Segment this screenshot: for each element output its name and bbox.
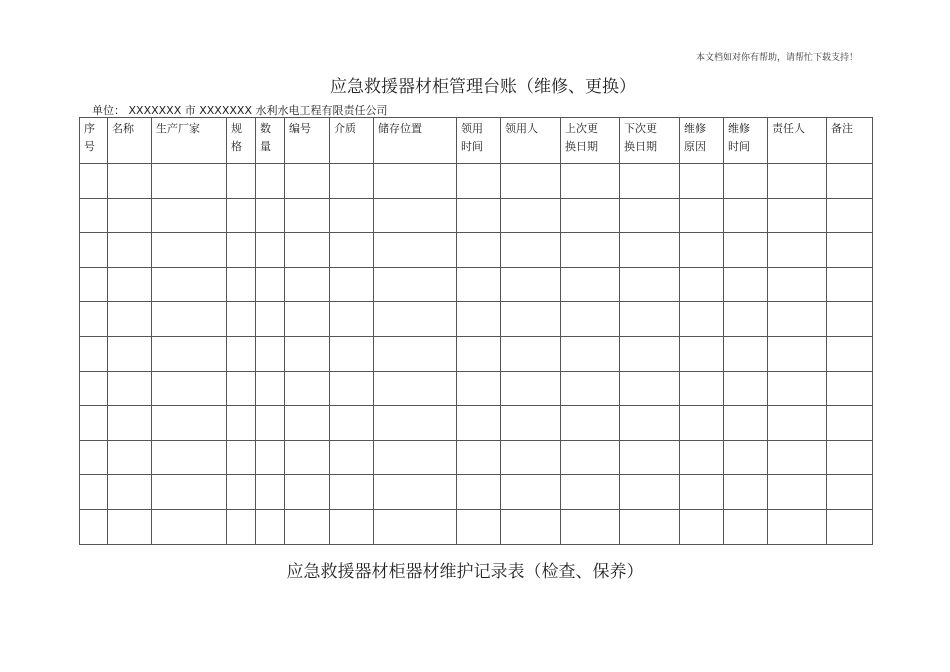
table-cell[interactable] <box>561 406 620 441</box>
table-cell[interactable] <box>80 406 108 441</box>
table-cell[interactable] <box>285 475 330 510</box>
column-header-label: 编号 <box>289 122 311 135</box>
column-header-label: 维修 原因 <box>684 122 706 153</box>
table-cell[interactable] <box>561 267 620 302</box>
table-cell[interactable] <box>768 233 827 268</box>
table-cell[interactable] <box>108 406 152 441</box>
table-cell[interactable] <box>330 164 374 199</box>
table-cell[interactable] <box>285 371 330 406</box>
header-note: 本文档如对你有帮助，请帮忙下载支持！ <box>695 53 858 63</box>
table-cell[interactable] <box>374 509 457 544</box>
column-header <box>330 118 374 164</box>
table-cell[interactable] <box>501 440 561 475</box>
table-cell[interactable] <box>108 233 152 268</box>
table-row <box>80 371 873 406</box>
table-cell[interactable] <box>108 371 152 406</box>
table-row <box>80 164 873 199</box>
table-cell[interactable] <box>768 336 827 371</box>
table-cell[interactable] <box>227 371 256 406</box>
table-cell[interactable] <box>620 164 680 199</box>
column-header <box>561 118 620 164</box>
table-cell[interactable] <box>227 233 256 268</box>
table-cell[interactable] <box>501 509 561 544</box>
table-cell[interactable] <box>285 164 330 199</box>
table-cell[interactable] <box>227 440 256 475</box>
table-cell[interactable] <box>108 164 152 199</box>
table-cell[interactable] <box>330 233 374 268</box>
table-cell[interactable] <box>80 267 108 302</box>
table-cell[interactable] <box>108 302 152 337</box>
table-cell[interactable] <box>620 302 680 337</box>
table-cell[interactable] <box>680 302 724 337</box>
table-cell[interactable] <box>620 440 680 475</box>
table-cell[interactable] <box>256 198 285 233</box>
table-cell[interactable] <box>374 336 457 371</box>
table-cell[interactable] <box>152 336 227 371</box>
table-cell[interactable] <box>680 233 724 268</box>
table-cell[interactable] <box>501 164 561 199</box>
column-header-label: 领用 时间 <box>461 122 483 153</box>
table-cell[interactable] <box>620 406 680 441</box>
table-cell[interactable] <box>330 267 374 302</box>
column-header-label: 名称 <box>112 122 134 135</box>
table-cell[interactable] <box>108 440 152 475</box>
table-cell[interactable] <box>561 440 620 475</box>
column-header <box>108 118 152 164</box>
column-header-label: 下次更 换日期 <box>624 122 657 153</box>
table-cell[interactable] <box>827 164 873 199</box>
table-row <box>80 336 873 371</box>
column-header <box>501 118 561 164</box>
table-cell[interactable] <box>374 198 457 233</box>
table-cell[interactable] <box>256 475 285 510</box>
table-cell[interactable] <box>108 336 152 371</box>
column-header-label: 生产厂家 <box>156 122 200 135</box>
column-header-label: 责任人 <box>772 122 805 135</box>
table-cell[interactable] <box>680 267 724 302</box>
unit-line: 单位： XXXXXXX 市 XXXXXXX 水利水电工程有限责任公司 <box>92 104 388 117</box>
table-cell[interactable] <box>457 336 501 371</box>
table-cell[interactable] <box>152 267 227 302</box>
column-header-label: 上次更 换日期 <box>565 122 598 153</box>
table-cell[interactable] <box>152 233 227 268</box>
table-cell[interactable] <box>374 302 457 337</box>
table-cell[interactable] <box>620 336 680 371</box>
table-cell[interactable] <box>80 371 108 406</box>
column-header-label: 序 号 <box>84 122 95 153</box>
table-cell[interactable] <box>108 198 152 233</box>
table-cell[interactable] <box>80 164 108 199</box>
column-header <box>457 118 501 164</box>
table-cell[interactable] <box>152 440 227 475</box>
table-cell[interactable] <box>501 336 561 371</box>
table-row <box>80 267 873 302</box>
table-cell[interactable] <box>330 406 374 441</box>
table-cell[interactable] <box>285 233 330 268</box>
table-cell[interactable] <box>256 267 285 302</box>
table-cell[interactable] <box>227 475 256 510</box>
table-cell[interactable] <box>457 164 501 199</box>
table-cell[interactable] <box>256 440 285 475</box>
table-cell[interactable] <box>108 267 152 302</box>
table-cell[interactable] <box>768 509 827 544</box>
table-cell[interactable] <box>330 302 374 337</box>
table-cell[interactable] <box>330 371 374 406</box>
table-cell[interactable] <box>724 336 768 371</box>
table-cell[interactable] <box>256 406 285 441</box>
table-cell[interactable] <box>680 336 724 371</box>
table-cell[interactable] <box>680 475 724 510</box>
column-header-label: 储存位置 <box>378 122 422 135</box>
table-cell[interactable] <box>152 509 227 544</box>
table-cell[interactable] <box>227 509 256 544</box>
table-cell[interactable] <box>680 371 724 406</box>
table-cell[interactable] <box>227 164 256 199</box>
table-cell[interactable] <box>285 509 330 544</box>
table-cell[interactable] <box>561 198 620 233</box>
table-cell[interactable] <box>256 302 285 337</box>
table-cell[interactable] <box>680 440 724 475</box>
table-cell[interactable] <box>501 371 561 406</box>
table-cell[interactable] <box>457 475 501 510</box>
table-cell[interactable] <box>457 509 501 544</box>
table-cell[interactable] <box>330 198 374 233</box>
table-cell[interactable] <box>152 475 227 510</box>
table-cell[interactable] <box>724 371 768 406</box>
table-cell[interactable] <box>80 440 108 475</box>
table-cell[interactable] <box>457 267 501 302</box>
table-cell[interactable] <box>152 371 227 406</box>
column-header <box>827 118 873 164</box>
column-header-label: 规 格 <box>231 122 242 153</box>
table-cell[interactable] <box>374 233 457 268</box>
table-cell[interactable] <box>457 198 501 233</box>
table-cell[interactable] <box>768 406 827 441</box>
table-cell[interactable] <box>768 267 827 302</box>
table-cell[interactable] <box>374 267 457 302</box>
table-cell[interactable] <box>827 475 873 510</box>
table-row <box>80 302 873 337</box>
table-cell[interactable] <box>724 233 768 268</box>
table-cell[interactable] <box>561 371 620 406</box>
column-header <box>724 118 768 164</box>
table-cell[interactable] <box>827 198 873 233</box>
table-cell[interactable] <box>680 198 724 233</box>
table-cell[interactable] <box>227 302 256 337</box>
table-row <box>80 198 873 233</box>
table-cell[interactable] <box>620 475 680 510</box>
table-cell[interactable] <box>680 406 724 441</box>
table-cell[interactable] <box>152 406 227 441</box>
table-cell[interactable] <box>561 509 620 544</box>
table-cell[interactable] <box>457 302 501 337</box>
table-row <box>80 406 873 441</box>
table-cell[interactable] <box>330 509 374 544</box>
table-cell[interactable] <box>768 198 827 233</box>
table-cell[interactable] <box>501 233 561 268</box>
table-cell[interactable] <box>501 302 561 337</box>
column-header-label: 备注 <box>831 122 853 135</box>
table-cell[interactable] <box>680 164 724 199</box>
table-cell[interactable] <box>724 267 768 302</box>
column-header <box>80 118 108 164</box>
table-cell[interactable] <box>457 371 501 406</box>
table-cell[interactable] <box>827 440 873 475</box>
second-table-title: 应急救援器材柜器材维护记录表（检查、保养） <box>286 562 644 582</box>
table-cell[interactable] <box>374 475 457 510</box>
table-cell[interactable] <box>561 233 620 268</box>
column-header <box>256 118 285 164</box>
table-cell[interactable] <box>285 406 330 441</box>
table-cell[interactable] <box>152 164 227 199</box>
page-title: 应急救援器材柜管理台账（维修、更换） <box>330 77 636 97</box>
table-cell[interactable] <box>227 267 256 302</box>
column-header-label: 维修 时间 <box>728 122 750 153</box>
table-cell[interactable] <box>724 302 768 337</box>
table-cell[interactable] <box>827 336 873 371</box>
column-header-label: 数 量 <box>260 122 271 153</box>
table-cell[interactable] <box>256 233 285 268</box>
table-cell[interactable] <box>561 475 620 510</box>
table-cell[interactable] <box>724 475 768 510</box>
table-cell[interactable] <box>457 406 501 441</box>
table-cell[interactable] <box>724 164 768 199</box>
table-cell[interactable] <box>227 336 256 371</box>
column-header-label: 领用人 <box>505 122 538 135</box>
table-cell[interactable] <box>827 233 873 268</box>
table-cell[interactable] <box>152 198 227 233</box>
table-cell[interactable] <box>680 509 724 544</box>
table-cell[interactable] <box>285 198 330 233</box>
table-cell[interactable] <box>80 509 108 544</box>
table-cell[interactable] <box>256 164 285 199</box>
table-cell[interactable] <box>724 509 768 544</box>
table-cell[interactable] <box>374 406 457 441</box>
table-cell[interactable] <box>501 406 561 441</box>
table-cell[interactable] <box>285 267 330 302</box>
table-cell[interactable] <box>827 371 873 406</box>
table-cell[interactable] <box>285 336 330 371</box>
table-cell[interactable] <box>80 233 108 268</box>
table-cell[interactable] <box>620 267 680 302</box>
table-cell[interactable] <box>561 336 620 371</box>
table-cell[interactable] <box>457 440 501 475</box>
table-cell[interactable] <box>285 440 330 475</box>
ledger-table-body <box>80 164 873 545</box>
table-cell[interactable] <box>768 302 827 337</box>
table-cell[interactable] <box>724 406 768 441</box>
table-cell[interactable] <box>620 198 680 233</box>
table-cell[interactable] <box>80 198 108 233</box>
table-cell[interactable] <box>827 267 873 302</box>
table-cell[interactable] <box>620 371 680 406</box>
table-cell[interactable] <box>256 509 285 544</box>
table-row <box>80 233 873 268</box>
table-cell[interactable] <box>457 233 501 268</box>
table-cell[interactable] <box>561 302 620 337</box>
table-cell[interactable] <box>768 371 827 406</box>
table-cell[interactable] <box>768 440 827 475</box>
table-cell[interactable] <box>330 475 374 510</box>
table-cell[interactable] <box>501 198 561 233</box>
table-cell[interactable] <box>827 406 873 441</box>
table-cell[interactable] <box>768 164 827 199</box>
table-cell[interactable] <box>620 233 680 268</box>
table-cell[interactable] <box>827 509 873 544</box>
table-cell[interactable] <box>227 198 256 233</box>
column-header <box>374 118 457 164</box>
table-cell[interactable] <box>501 475 561 510</box>
table-cell[interactable] <box>330 440 374 475</box>
table-cell[interactable] <box>80 302 108 337</box>
column-header <box>152 118 227 164</box>
column-header <box>620 118 680 164</box>
table-cell[interactable] <box>724 198 768 233</box>
table-cell[interactable] <box>620 509 680 544</box>
table-cell[interactable] <box>724 440 768 475</box>
table-cell[interactable] <box>501 267 561 302</box>
table-cell[interactable] <box>108 509 152 544</box>
ledger-table <box>79 117 873 545</box>
column-header <box>285 118 330 164</box>
table-cell[interactable] <box>256 371 285 406</box>
table-row <box>80 475 873 510</box>
table-cell[interactable] <box>227 406 256 441</box>
table-cell[interactable] <box>827 302 873 337</box>
table-cell[interactable] <box>330 336 374 371</box>
table-row <box>80 509 873 544</box>
column-header <box>768 118 827 164</box>
table-cell[interactable] <box>80 475 108 510</box>
column-header <box>227 118 256 164</box>
table-header-row <box>80 118 873 164</box>
table-cell[interactable] <box>152 302 227 337</box>
table-row <box>80 440 873 475</box>
table-cell[interactable] <box>768 475 827 510</box>
table-cell[interactable] <box>374 440 457 475</box>
table-cell[interactable] <box>256 336 285 371</box>
table-cell[interactable] <box>561 164 620 199</box>
table-cell[interactable] <box>108 475 152 510</box>
table-cell[interactable] <box>80 336 108 371</box>
column-header <box>680 118 724 164</box>
table-cell[interactable] <box>285 302 330 337</box>
column-header-label: 介质 <box>334 122 356 135</box>
table-cell[interactable] <box>374 371 457 406</box>
table-cell[interactable] <box>374 164 457 199</box>
